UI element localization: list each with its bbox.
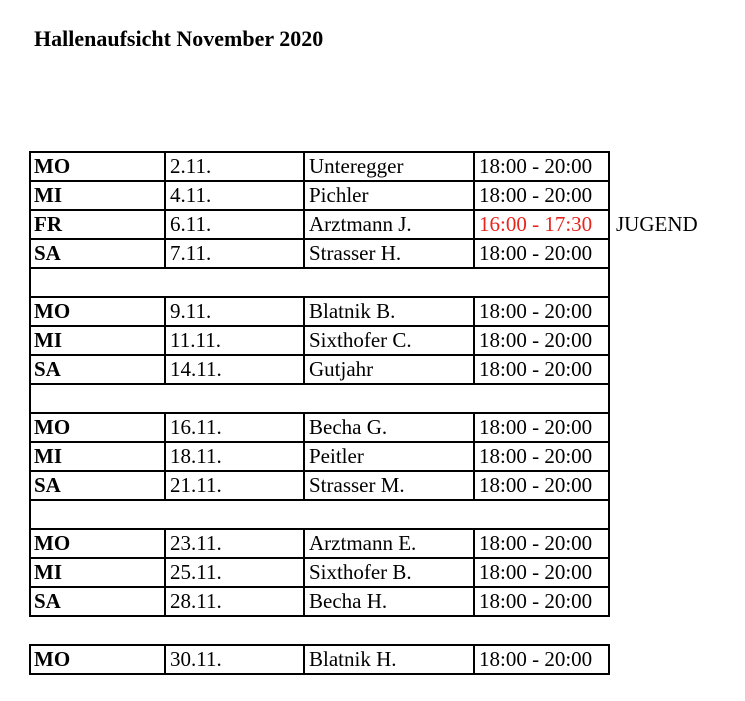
- table-row: [29, 211, 698, 240]
- table-row: [29, 356, 610, 385]
- name-cell: Blatnik H.: [303, 646, 473, 673]
- table-row: [29, 588, 610, 617]
- time-cell: 18:00 - 20:00: [473, 327, 610, 354]
- day-cell: MI: [29, 443, 164, 470]
- date-cell: 25.11.: [164, 559, 303, 586]
- name-cell: Strasser H.: [303, 240, 473, 267]
- name-cell: Sixthofer C.: [303, 327, 473, 354]
- time-cell: 18:00 - 20:00: [473, 153, 610, 180]
- date-cell: 18.11.: [164, 443, 303, 470]
- time-cell: 18:00 - 20:00: [473, 356, 610, 383]
- day-cell: MI: [29, 327, 164, 354]
- date-cell: 7.11.: [164, 240, 303, 267]
- date-cell: 30.11.: [164, 646, 303, 673]
- table-row: [29, 559, 610, 588]
- day-cell: FR: [29, 211, 164, 238]
- date-cell: 6.11.: [164, 211, 303, 238]
- day-cell: SA: [29, 240, 164, 267]
- week-separator: [29, 501, 610, 530]
- table-row: [29, 240, 610, 269]
- week-separator: [29, 385, 610, 414]
- time-cell: 18:00 - 20:00: [473, 559, 610, 586]
- schedule-table: [29, 151, 698, 675]
- name-cell: Blatnik B.: [303, 298, 473, 325]
- table-row: [29, 182, 610, 211]
- day-cell: MI: [29, 182, 164, 209]
- time-cell: 18:00 - 20:00: [473, 646, 610, 673]
- day-cell: MO: [29, 646, 164, 673]
- name-cell: Strasser M.: [303, 472, 473, 499]
- day-cell: SA: [29, 588, 164, 615]
- time-cell: 18:00 - 20:00: [473, 182, 610, 209]
- time-cell: 18:00 - 20:00: [473, 530, 610, 557]
- date-cell: 23.11.: [164, 530, 303, 557]
- week-separator: [29, 617, 610, 646]
- table-row: [29, 298, 610, 327]
- date-cell: 28.11.: [164, 588, 303, 615]
- time-cell: 18:00 - 20:00: [473, 588, 610, 615]
- time-cell: [473, 211, 698, 238]
- name-cell: Sixthofer B.: [303, 559, 473, 586]
- day-cell: MI: [29, 559, 164, 586]
- table-row: [29, 646, 610, 675]
- name-cell: Unteregger: [303, 153, 473, 180]
- day-cell: MO: [29, 298, 164, 325]
- time-cell: 18:00 - 20:00: [473, 240, 610, 267]
- day-cell: MO: [29, 414, 164, 441]
- time-cell: 18:00 - 20:00: [473, 298, 610, 325]
- date-cell: 21.11.: [164, 472, 303, 499]
- day-cell: SA: [29, 356, 164, 383]
- table-row: [29, 530, 610, 559]
- table-row: [29, 414, 610, 443]
- table-row: [29, 443, 610, 472]
- name-cell: Pichler: [303, 182, 473, 209]
- name-cell: Arztmann E.: [303, 530, 473, 557]
- row-note: JUGEND: [616, 212, 698, 236]
- name-cell: Becha G.: [303, 414, 473, 441]
- day-cell: MO: [29, 153, 164, 180]
- day-cell: SA: [29, 472, 164, 499]
- page-title: Hallenaufsicht November 2020: [34, 26, 324, 51]
- name-cell: Becha H.: [303, 588, 473, 615]
- time-cell: 18:00 - 20:00: [473, 472, 610, 499]
- name-cell: Peitler: [303, 443, 473, 470]
- table-row: [29, 151, 610, 182]
- date-cell: 11.11.: [164, 327, 303, 354]
- date-cell: 4.11.: [164, 182, 303, 209]
- date-cell: 14.11.: [164, 356, 303, 383]
- time-cell: 18:00 - 20:00: [473, 414, 610, 441]
- week-separator: [29, 269, 610, 298]
- table-row: [29, 472, 610, 501]
- date-cell: 2.11.: [164, 153, 303, 180]
- time-cell: 18:00 - 20:00: [473, 443, 610, 470]
- name-cell: Arztmann J.: [303, 211, 473, 238]
- date-cell: 9.11.: [164, 298, 303, 325]
- day-cell: MO: [29, 530, 164, 557]
- highlighted-time: 16:00 - 17:30: [479, 212, 593, 236]
- table-row: [29, 327, 610, 356]
- name-cell: Gutjahr: [303, 356, 473, 383]
- date-cell: 16.11.: [164, 414, 303, 441]
